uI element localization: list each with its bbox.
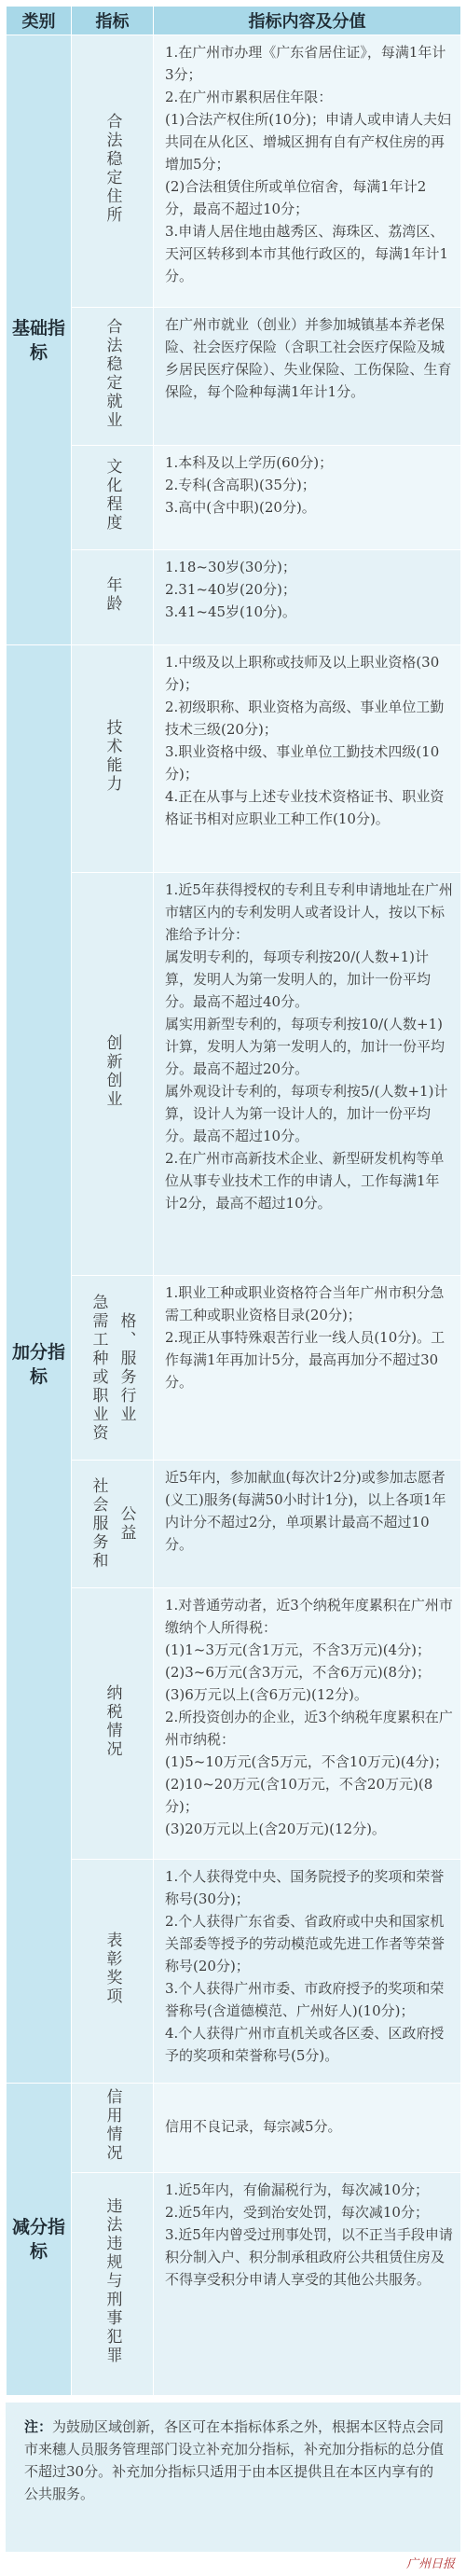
- content-line: (2)3~6万元(含3万元，不含6万元)(8分)；: [165, 1664, 431, 1682]
- content-line: 3.高中(含中职)(20分)。: [165, 499, 316, 517]
- content-line: 在广州市就业（创业）并参加城镇基本养老保险、社会医疗保险（含职工社会医疗保险及城乡居民医疗保险）、失业保险、工伤保险、生育保险，每个险种每满1年计1分。: [165, 316, 452, 401]
- content-line: 2.31~40岁(20分)；: [165, 581, 296, 599]
- indicator-shortage: [72, 1276, 154, 1461]
- content-line: 2.所投资创办的企业，近3个纳税年度累积在广州市纳税：: [165, 1709, 453, 1749]
- content-line: 3.个人获得广州市委、市政府授予的奖项和荣誉称号(含道德模范、广州好人)(10分)；: [165, 1979, 445, 2019]
- indicator-tax: 纳税情况: [72, 1588, 154, 1859]
- content-illegal: [154, 2172, 461, 2395]
- content-line: 2.在广州市累积居住年限：: [165, 89, 333, 105]
- table-row: [7, 2172, 461, 2395]
- content-shortage: [154, 1276, 461, 1461]
- points-table: [6, 6, 461, 2396]
- content-line: 属外观设计专利的，每项专利按5/(人数+1)计算，设计人为第一设计人的，加计一份平均分。最高不超过10分。: [165, 1082, 448, 1144]
- table-row: [7, 872, 461, 1276]
- table-row: [7, 446, 461, 550]
- table-row: [7, 1859, 461, 2083]
- content-line: 1.近5年获得授权的专利且专利申请地址在广州市辖区内的专利发明人或者设计人，按以下标准给予计分：: [165, 880, 453, 943]
- content-line: 信用不良记录，每宗减5分。: [165, 2118, 342, 2136]
- content-line: (2)合法租赁住所或单位宿舍，每满1年计2分，最高不超过10分；: [165, 178, 427, 217]
- indicator-social-main: 社会服务和: [89, 1477, 108, 1572]
- table-row: [7, 550, 461, 645]
- indicator-age: 年龄: [72, 550, 154, 645]
- content-line: (1)5~10万元(含5万元，不含10万元)(4分)；: [165, 1753, 449, 1771]
- content-line: 1.近5年内，有偷漏税行为，每次减10分；: [165, 2181, 429, 2198]
- content-residence: [154, 35, 461, 308]
- table-row: [7, 1588, 461, 1859]
- indicator-skill: 技术能力: [72, 645, 154, 872]
- content-line: 2.个人获得广东省委、省政府或中央和国家机关部委等授予的劳动模范或先进工作者等荣誉称号(20分)；: [165, 1912, 445, 1974]
- content-innovation: [154, 872, 461, 1276]
- indicator-illegal: 违法违规与刑事犯罪: [72, 2172, 154, 2395]
- header-content: 指标内容及分值: [154, 7, 461, 35]
- footnote-label: 注：: [24, 2418, 53, 2435]
- content-line: (1)合法产权住所(10分)；申请人或申请人夫妇共同在从化区、增城区拥有自有产权住房的再增加5分；: [165, 111, 452, 173]
- table-row: [7, 308, 461, 446]
- table-row: [7, 645, 461, 872]
- indicator-shortage-main: 急需工种或职业资: [89, 1293, 108, 1443]
- content-line: 3.近5年内曾受过刑事处罚，以不正当手段申请积分制入户、积分制承租政府公共租赁住房及不得享受积分申请人享受的其他公共服务。: [165, 2225, 453, 2288]
- content-line: 3.申请人居住地由越秀区、海珠区、荔湾区、天河区转移到本市其他行政区的，每满1年计1分。: [165, 223, 449, 284]
- table-row: [7, 1461, 461, 1588]
- content-skill: [154, 645, 461, 872]
- content-line: 3.职业资格中级、事业单位工勤技术四级(10分)；: [165, 743, 440, 783]
- indicator-social: [72, 1461, 154, 1588]
- content-line: 4.个人获得广州市直机关或各区委、区政府授予的奖项和荣誉称号(5分)。: [165, 2024, 445, 2064]
- indicator-shortage-side: 格、服务行业: [116, 1311, 136, 1424]
- content-line: 属实用新型专利的，每项专利按10/(人数+1)计算，发明人为第一发明人的，加计一份平均分。最高不超过20分。: [165, 1015, 445, 1077]
- content-line: 属发明专利的，每项专利按20/(人数+1)计算，发明人为第一发明人的，加计一份平均分。最高不超过40分。: [165, 948, 432, 1010]
- category-basic: 基础指标: [7, 35, 72, 645]
- indicator-honor: 表彰奖项: [72, 1859, 154, 2083]
- content-line: (2)10~20万元(含10万元，不含20万元)(8分)；: [165, 1776, 433, 1816]
- table-row: [7, 2083, 461, 2172]
- indicator-education: 文化程度: [72, 446, 154, 550]
- content-credit: [154, 2083, 461, 2172]
- indicator-social-side: 公益: [116, 1505, 136, 1544]
- content-line: 近5年内，参加献血(每次计2分)或参加志愿者(义工)服务(每满50小时计1分)，以上各项1年内计分不超过2分，单项累计最高不超过10分。: [165, 1469, 446, 1554]
- content-line: (3)20万元以上(含20万元)(12分)。: [165, 1821, 386, 1838]
- indicator-residence: 合法稳定住所: [72, 35, 154, 308]
- content-line: 1.在广州市办理《广东省居住证》，每满1年计3分；: [165, 44, 446, 83]
- content-line: 2.现正从事特殊艰苦行业一线人员(10分)。工作每满1年再加计5分，最高再加分不超过30分。: [165, 1329, 445, 1392]
- footnote: [6, 2403, 460, 2552]
- content-line: 1.职业工种或职业资格符合当年广州市积分急需工种或职业资格目录(20分)；: [165, 1284, 445, 1324]
- content-social: [154, 1461, 461, 1588]
- table-row: [7, 35, 461, 308]
- header-indicator: 指标: [72, 7, 154, 35]
- content-age: [154, 550, 461, 645]
- content-line: (3)6万元以上(含6万元)(12分)。: [165, 1686, 368, 1704]
- content-line: 2.近5年内，受到治安处罚，每次减10分；: [165, 2203, 429, 2221]
- newspaper-stamp: 广州日报: [405, 2557, 455, 2571]
- content-line: 2.初级职称、职业资格为高级、事业单位工勤技术三级(20分)；: [165, 699, 445, 739]
- content-line: 1.本科及以上学历(60分)；: [165, 454, 334, 472]
- table-header-row: [7, 7, 461, 35]
- header-category: 类别: [7, 7, 72, 35]
- content-line: 1.18~30岁(30分)；: [165, 559, 296, 576]
- content-line: 2.在广州市高新技术企业、新型研发机构等单位从事专业技术工作的申请人，工作每满1年计2分，最高不超过10分。: [165, 1149, 445, 1212]
- indicator-employment: 合法稳定就业: [72, 308, 154, 446]
- category-bonus: 加分指标: [7, 645, 72, 2084]
- content-employment: [154, 308, 461, 446]
- indicator-innovation: 创新创业: [72, 872, 154, 1276]
- content-line: (1)1~3万元(含1万元，不含3万元)(4分)；: [165, 1641, 431, 1659]
- content-line: 2.专科(含高职)(35分)；: [165, 477, 316, 494]
- content-education: [154, 446, 461, 550]
- content-line: 3.41~45岁(10分)。: [165, 603, 296, 621]
- content-line: 1.个人获得党中央、国务院授予的奖项和荣誉称号(30分)；: [165, 1867, 445, 1907]
- content-honor: [154, 1859, 461, 2083]
- content-line: 1.中级及以上职称或技师及以上职业资格(30分)；: [165, 654, 440, 694]
- content-line: 1.对普通劳动者，近3个纳税年度累积在广州市缴纳个人所得税：: [165, 1597, 453, 1637]
- category-deduct: 减分指标: [7, 2083, 72, 2395]
- footnote-text: 为鼓励区域创新，各区可在本指标体系之外，根据本区特点会同市来穗人员服务管理部门设立补充加分指标，补充加分指标的总分值不超过30分。补充加分指标只适用于由本区提供且在本区内享有的公共服务。: [24, 2418, 445, 2502]
- table-row: [7, 1276, 461, 1461]
- content-line: 4.正在从事与上述专业技术资格证书、职业资格证书相对应职业工种工作(10分)。: [165, 788, 445, 828]
- content-tax: [154, 1588, 461, 1859]
- indicator-credit: 信用情况: [72, 2083, 154, 2172]
